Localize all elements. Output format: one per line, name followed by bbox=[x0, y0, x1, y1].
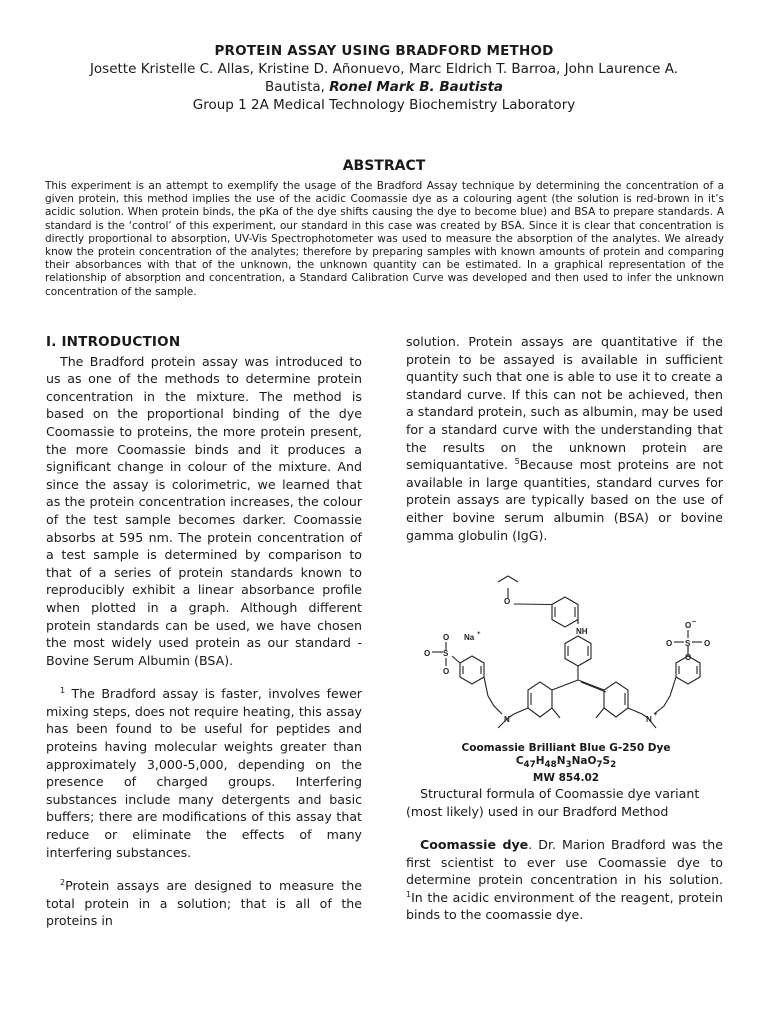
coomassie-structure-svg bbox=[410, 572, 722, 742]
molecular-formula bbox=[410, 755, 722, 772]
paper-title: PROTEIN ASSAY USING BRADFORD METHOD bbox=[214, 43, 554, 59]
formula-sub: 7 bbox=[596, 760, 603, 771]
nh-label: NH bbox=[576, 627, 588, 636]
s-atom-label: S bbox=[685, 639, 691, 648]
o-atom-label: O bbox=[704, 639, 711, 648]
minus-label: − bbox=[692, 619, 697, 626]
na-charge-label: + bbox=[477, 631, 481, 637]
o-atom-label: O bbox=[685, 653, 692, 662]
authors-line-2 bbox=[40, 78, 728, 96]
footnote-ref: 5 bbox=[514, 456, 520, 466]
group-affiliation: Group 1 2A Medical Technology Biochemistry Laboratory bbox=[192, 97, 576, 113]
left-column bbox=[46, 334, 362, 930]
formula-sub: 3 bbox=[565, 760, 572, 771]
abstract-heading: ABSTRACT bbox=[342, 158, 426, 174]
o-atom-label: O bbox=[504, 597, 511, 606]
authors-line-2-prefix: Bautista, bbox=[264, 79, 330, 95]
figure-caption: Structural formula of Coomassie dye variant (most likely) used in our Bradford Method bbox=[406, 786, 700, 819]
right-column bbox=[406, 333, 723, 544]
formula-part: S bbox=[602, 755, 611, 767]
o-atom-label: O bbox=[443, 633, 450, 642]
coomassie-text-2: In the acidic environment of the reagent, protein binds to the coomassie dye. bbox=[406, 889, 723, 923]
dye-name: Coomassie Brilliant Blue G-250 Dye bbox=[461, 742, 671, 754]
intro-paragraph-3 bbox=[46, 877, 362, 930]
formula-part: H bbox=[535, 755, 545, 767]
molecular-weight: MW 854.02 bbox=[532, 772, 600, 785]
n-atom-label: N bbox=[646, 715, 652, 724]
right-paragraph-1-a: solution. Protein assays are quantitative if the protein to be assayed is available in sufficient quantity such that one is able to use it to create a standard curve. If this can not be achieved, then a standard protein, such as albumin, may be used for a standard curve with the understanding that the results on the unknown protein are semiquantative. bbox=[406, 334, 723, 473]
formula-part: C bbox=[515, 755, 524, 767]
footnote-ref: 1 bbox=[406, 889, 412, 899]
coomassie-dye-heading: Coomassie dye bbox=[420, 837, 529, 852]
formula-sub: 2 bbox=[610, 760, 617, 771]
n-atom-label: N bbox=[504, 715, 510, 724]
paper-header bbox=[40, 42, 728, 115]
right-paragraph-1-b: Because most proteins are not available in large quantities, standard curves for protein assays are typically based on the use of either bovine serum albumin (BSA) or bovine gamma globulin (IgG). bbox=[406, 457, 724, 543]
s-atom-label: S bbox=[443, 649, 449, 658]
formula-sub: 47 bbox=[523, 760, 536, 771]
intro-paragraph-2 bbox=[46, 685, 362, 861]
introduction-heading: I. INTRODUCTION bbox=[46, 334, 181, 350]
o-minus-label: O bbox=[685, 621, 692, 630]
abstract-body: This experiment is an attempt to exemplify the usage of the Bradford Assay technique by determining the concentration of a given protein, this method implies the use of the acidic Coomassie dye as a colouring agent (the solution is red-brown in it’s acidic solution. When protein binds, the pKa of the dye shifts causing the dye to become blue) and BSA to prepare standards. A standard is the ‘control’ of this experiment, our standard in this case was created by BSA. Since it is clear that concentration is directly proportional to absorption, UV-Vis Spectrophotometer was used to measure the absorption of the analytes. We already know the protein concentration of the analytes; therefore by preparing samples with known amounts of protein and comparing their absorbances with that of the unknown, the unknown quantity can be estimated. In a graphical representation of the relationship of absorption and concentration, a Standard Calibration Curve was developed and then used to infer the unknown concentration of the sample. bbox=[45, 180, 724, 298]
footnote-ref: 1 bbox=[60, 686, 66, 696]
intro-paragraph-1: The Bradford protein assay was introduced to us as one of the methods to determine protein concentration in the mixture. The method is based on the proportional binding of the dye Coomassie to proteins, the more protein present, the more Coomassie binds and it produces a significant change in colour of the mixture. And since the assay is colorimetric, we learned that as the protein concentration increases, the colour of the test sample becomes darker. Coomassie absorbs at 595 nm. The protein concentration of a test sample is determined by comparison to that of a series of protein standards known to reproducibly exhibit a linear absorbance profile when plotted in a graph. Although different protein standards can be used, we have chosen the most widely used protein as our standard - Bovine Serum Albumin (BSA). bbox=[46, 353, 362, 668]
right-paragraph-1 bbox=[406, 333, 723, 544]
intro-paragraph-2-text: The Bradford assay is faster, involves fewer mixing steps, does not require heating, this assay has been found to be useful for peptides and proteins having molecular weights greater than approximately 3,000-5,000, depending on the presence of charged groups. Interfering substances include many detergents and basic buffers; there are modifications of this assay that reduce or eliminate the effects of many interfering substances. bbox=[46, 686, 362, 860]
formula-part: NaO bbox=[571, 755, 597, 767]
authors-line-1: Josette Kristelle C. Allas, Kristine D. Añonuevo, Marc Eldrich T. Barroa, John Laurence A. bbox=[89, 61, 679, 77]
formula-sub: 48 bbox=[544, 760, 557, 771]
coomassie-text-1: . Dr. Marion Bradford was the first scientist to ever use Coomassie dye to determine protein concentration in his solution. bbox=[406, 837, 723, 888]
na-label: Na bbox=[464, 633, 475, 642]
corresponding-author: Ronel Mark B. Bautista bbox=[329, 79, 504, 95]
coomassie-dye-paragraph bbox=[406, 836, 723, 924]
figure-label-block bbox=[410, 742, 722, 785]
o-atom-label: O bbox=[443, 667, 450, 676]
o-atom-label: O bbox=[424, 649, 431, 658]
footnote-ref: 2 bbox=[60, 878, 66, 888]
intro-paragraph-3-text: Protein assays are designed to measure the total protein in a solution; that is all of the proteins in bbox=[46, 878, 362, 929]
formula-part: N bbox=[556, 755, 566, 767]
plus-label: + bbox=[654, 712, 658, 718]
o-atom-label: O bbox=[666, 639, 673, 648]
